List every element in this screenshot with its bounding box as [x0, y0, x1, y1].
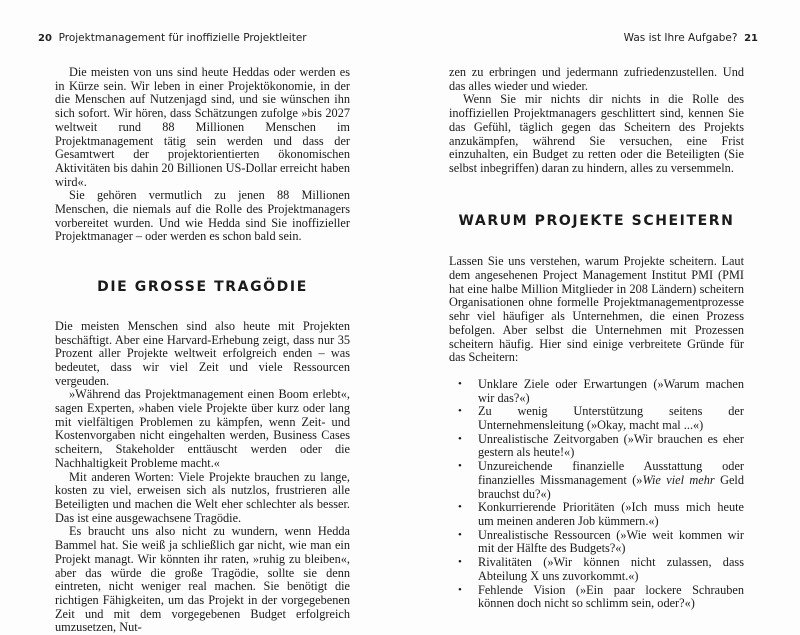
paragraph: Sie gehören vermutlich zu jenen 88 Millionen Menschen, die niemals auf die Rolle des Projektmanagers vorbereitet wurden. Und wie Hedda sind Sie inoffizieller Projektmanager – oder werden es schon bald sein. [55, 188, 350, 244]
chapter-title: Projektmanagement für inoffizielle Projektleiter [58, 32, 307, 44]
page-number: 20 [38, 33, 52, 44]
list-item: • Zu wenig Unterstützung seitens der Unternehmensleitung (»Okay, macht mal ...«) [458, 404, 744, 433]
paragraph: Mit anderen Worten: Viele Projekte brauchen zu lange, kosten zu viel, erweisen sich als nutzlos, frustrieren alle Beteiligten und machen die Welt eher schlechter als besser. Das ist eine ausgewachsene Tragödie. [55, 469, 350, 525]
paragraph: Lassen Sie uns verstehen, warum Projekte scheitern. Laut dem angesehenen Project Management Institut PMI (PMI hat eine halbe Million Mitglieder in 208 Ländern) scheitern Organisationen ohne formelle Projektmanagementprozesse sehr viel häufiger als Unternehmen, die einen Prozess befolgen. Aber selbst die Unternehmen mit Prozessen scheitern häufig. Hier sind einige verbreitete Gründe für das Scheitern: [449, 254, 744, 365]
bullet-icon: • [458, 377, 462, 390]
list-item: • Unklare Ziele oder Erwartungen (»Warum machen wir das?«) [458, 376, 744, 405]
paragraph: Wenn Sie mir nichts dir nichts in die Rolle des inoffiziellen Projektmanagers geschlittert sind, kennen Sie das Gefühl, täglich gegen das Scheitern des Projekts anzukämpfen, während Sie versuchen, eine Frist einzuhalten, ein Budget zu retten oder die Beteiligten (Sie selbst inbegriffen) daran zu hindern, alles zu versemmeln. [449, 92, 744, 175]
bullet-icon: • [458, 460, 462, 473]
body-text-right [449, 66, 744, 611]
reasons-list [449, 378, 744, 611]
bullet-icon: • [458, 432, 462, 445]
running-head-left [38, 32, 307, 44]
bullet-icon: • [458, 556, 462, 569]
bullet-icon: • [458, 501, 462, 514]
section-title: Was ist Ihre Aufgabe? [623, 32, 738, 44]
emphasis: Wie viel mehr [642, 472, 715, 487]
bullet-icon: • [458, 405, 462, 418]
list-item: • Unrealistische Zeitvorgaben (»Wir brauchen es eher gestern als heute!«) [458, 431, 744, 460]
paragraph: zen zu erbringen und jedermann zufriedenzustellen. Und das alles wieder und wieder. [449, 65, 744, 93]
bullet-icon: • [458, 528, 462, 541]
list-item: • Rivalitäten (»Wir können nicht zulassen, dass Abteilung X uns zuvorkommt.«) [458, 555, 744, 583]
running-head-right [624, 32, 758, 44]
list-item: • Unzureichende finanzielle Ausstattung oder finanzielles Missmanagement (»Wie viel mehr Geld brauchst du?«) [458, 459, 744, 501]
body-text-left [55, 66, 350, 635]
right-page [400, 0, 800, 611]
list-item: • Unrealistische Ressourcen (»Wie weit kommen wir mit der Hälfte des Budgets?«) [458, 527, 744, 556]
paragraph: Es braucht uns also nicht zu wundern, wenn Hedda Bammel hat. Sie weiß ja schließlich gar nicht, wie man ein Projekt managt. Wir könnten ihr raten, »ruhig zu bleiben«, aber das würde die große Tragödie, sollte sie denn eintreten, nicht weniger real machen. Sie benötigt die richtigen Fähigkeiten, um das Projekt in der vorgegebenen Zeit und mit dem vorgegebenen Budget erfolgreich umzusetzen, Nut- [55, 524, 350, 635]
bullet-icon: • [458, 583, 462, 596]
page-number: 21 [744, 33, 758, 44]
paragraph: Die meisten Menschen sind also heute mit Projekten beschäftigt. Aber eine Harvard-Erhebung zeigt, dass nur 35 Prozent aller Projekte weltweit erfolgreich enden – was bedeutet, dass wir viel Zeit und viele Ressourcen vergeuden. [55, 318, 350, 388]
list-item: • Fehlende Vision (»Ein paar lockere Schrauben können doch nicht so schlimm sein, oder?«) [458, 582, 744, 611]
list-item: • Konkurrierende Prioritäten (»Ich muss mich heute um meinen anderen Job kümmern.«) [458, 500, 744, 528]
paragraph: Die meisten von uns sind heute Heddas oder werden es in Kürze sein. Wir leben in einer Projektökonomie, in der die Menschen auf Nutzenjagd sind, und sie wünschen ihn sich sofort. Wir hören, dass Schätzungen zufolge »bis 2027 weltweit rund 88 Millionen Menschen im Projektmanagement tätig sein werden und dass der Gesamtwert der projektorientierten ökonomischen Aktivitäten bis dahin 20 Billionen US-Dollar erreicht haben wird«. [55, 65, 350, 189]
paragraph: »Während das Projektmanagement einen Boom erlebt«, sagen Experten, »haben viele Projekte über kurz oder lang mit vielfältigen Problemen zu kämpfen, wenn Zeit- und Kostenvorgaben nicht eingehalten werden, Business Cases scheitern, Stakeholder enttäuscht werden oder die Nachhaltigkeit Probleme macht.« [55, 387, 350, 470]
section-heading: WARUM PROJEKTE SCHEITERN [458, 212, 735, 229]
section-heading: DIE GROSSE TRAGÖDIE [97, 279, 308, 296]
